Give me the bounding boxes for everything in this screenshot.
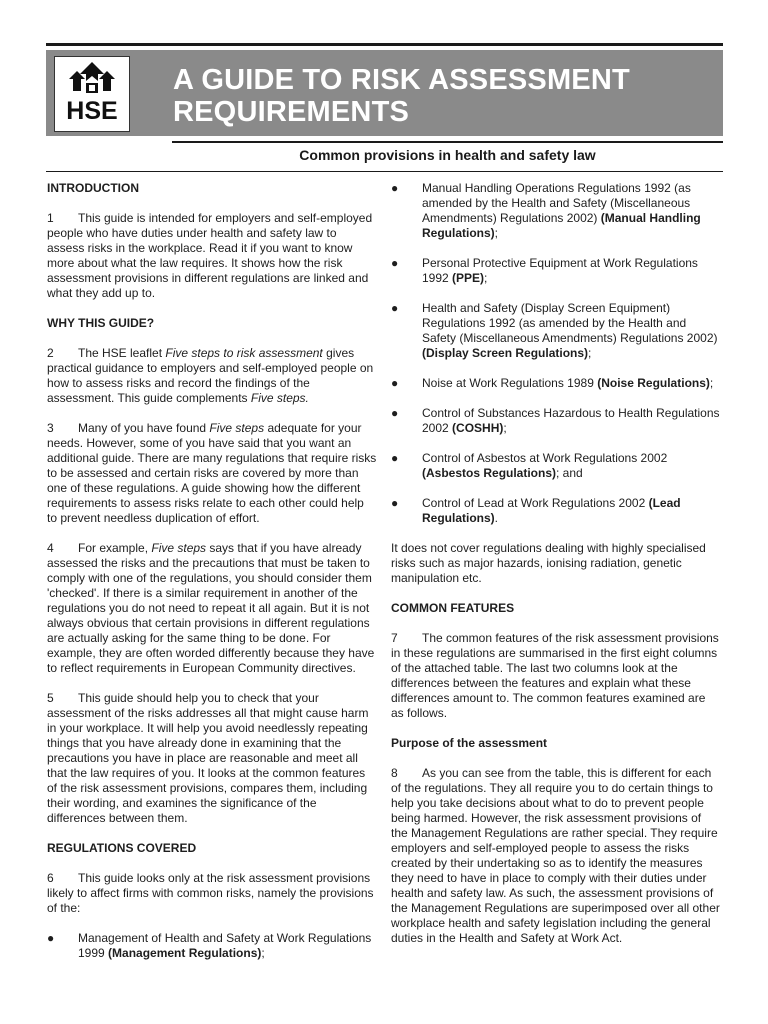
bullet-icon: ●	[391, 451, 399, 465]
logo-label: HSE	[66, 97, 118, 125]
regulations-heading: REGULATIONS COVERED	[47, 841, 197, 855]
para-number: 7	[391, 631, 398, 645]
common-features-heading: COMMON FEATURES	[391, 601, 515, 615]
title-banner	[46, 50, 723, 136]
bullet-icon: ●	[47, 931, 55, 945]
list-item: ● Management of Health and Safety at Work Regulations 1999 (Management Regulations);	[47, 931, 372, 960]
bullet-icon: ●	[391, 256, 399, 270]
list-item: ● Control of Lead at Work Regulations 2002 (Lead Regulations).	[391, 496, 681, 525]
bullet-icon: ●	[391, 406, 399, 420]
para-number: 8	[391, 766, 398, 780]
purpose-heading: Purpose of the assessment	[391, 736, 548, 750]
intro-heading: INTRODUCTION	[47, 181, 139, 195]
bullet-icon: ●	[391, 181, 399, 195]
why-heading: WHY THIS GUIDE?	[47, 316, 155, 330]
paragraph-6: 6 This guide looks only at the risk assessment provisions likely to affect firms with common risks, namely the provisions of the:	[47, 871, 374, 915]
page-title	[173, 64, 713, 128]
paragraph-8: 8 As you can see from the table, this is different for each of the regulations. They all require you to do certain things to help you take decisions about what to do to prevent people being harmed. However, the risk assessment provisions of the Management Regulations are rather special. They require employers and self-employed people to assess the risks created by their undertaking so as to identify the measures they need to have in place to comply with their duties under health and safety law. As such, the assessment provisions of the Management Regulations are superimposed over all other workplace health and safety legislation including the general duties in the Health and Safety at Work Act.	[391, 766, 720, 945]
bullet-icon: ●	[391, 376, 399, 390]
paragraph-5: 5 This guide should help you to check that your assessment of the risks addresses all that might cause harm in your workplace. It will help you avoid needlessly repeating things that you have already done in examining that the precautions you have in place are reasonable and meet all that the law requires of you. It looks at the common features of the risk assessment provisions, compares them, including their wording, and examines the significance of the differences between them.	[47, 691, 369, 825]
para-number: 4	[47, 541, 54, 555]
list-item: ● Manual Handling Operations Regulations 1992 (as amended by the Health and Safety (Miscellaneous Amendments) Regulations 2002) (Manual Handling Regulations);	[391, 181, 701, 240]
para-number: 6	[47, 871, 54, 885]
left-column	[47, 181, 377, 976]
hse-logo	[54, 56, 130, 132]
list-item: ● Personal Protective Equipment at Work Regulations 1992 (PPE);	[391, 256, 698, 285]
para-number: 5	[47, 691, 54, 705]
bullet-icon: ●	[391, 301, 399, 315]
list-item: ● Control of Asbestos at Work Regulations 2002 (Asbestos Regulations); and	[391, 451, 668, 480]
para-number: 3	[47, 421, 54, 435]
subtitle: Common provisions in health and safety law	[299, 147, 596, 163]
paragraph-7: 7 The common features of the risk assessment provisions in these regulations are summarised in the first eight columns of the attached table. The last two columns look at the differences between the features and explain what these differences amount to. The common features examined are as follows.	[391, 631, 719, 720]
list-item: ● Health and Safety (Display Screen Equipment) Regulations 1992 (as amended by the Health and Safety (Miscellaneous Amendments) Regulations 2002) (Display Screen Regulations);	[391, 301, 718, 360]
not-covered-paragraph: It does not cover regulations dealing with highly specialised risks such as major hazards, ionising radiation, genetic manipulation etc.	[391, 541, 706, 585]
top-rule	[46, 43, 723, 46]
right-column	[391, 181, 721, 961]
paragraph-2: 2 The HSE leaflet Five steps to risk assessment gives practical guidance to employers and self-employed people on how to assess risks and record the findings of the assessment. This guide complements Five steps.	[47, 346, 374, 405]
page-title-line2: REQUIREMENTS	[173, 96, 410, 128]
paragraph-3: 3 Many of you have found Five steps adequate for your needs. However, some of you have said that you want an additional guide. There are many regulations that require risks to be assessed and certain risks are covered by more than one of these regulations. A guide showing how the different requirements to assess risks relate to each other could help to prevent needless duplication of effort.	[47, 421, 377, 525]
paragraph-1: 1 This guide is intended for employers and self-employed people who have duties under health and safety law to assess risks in the workplace. Read it if you want to know more about what the law requires. It shows how the risk assessment provisions in different regulations are linked and what they add up to.	[47, 211, 373, 300]
subtitle-rule-bottom	[46, 171, 723, 172]
list-item: ● Control of Substances Hazardous to Health Regulations 2002 (COSHH);	[391, 406, 720, 435]
para-number: 2	[47, 346, 54, 360]
bullet-icon: ●	[391, 496, 399, 510]
page-title-line1: A GUIDE TO RISK ASSESSMENT	[173, 64, 630, 96]
subtitle-rule-top	[172, 141, 723, 143]
para-number: 1	[47, 211, 54, 225]
paragraph-4: 4 For example, Five steps says that if you have already assessed the risks and the precautions that must be taken to comply with one of the regulations, you should consider them 'checked'. If there is a similar requirement in another of the regulations you do not need to repeat it all again. But it is not always obvious that certain provisions in different regulations are actually asking for the same thing to be done. For example, they are often worded differently because they have to reflect requirements in European Community directives.	[47, 541, 375, 675]
list-item: ● Noise at Work Regulations 1989 (Noise Regulations);	[391, 376, 714, 390]
